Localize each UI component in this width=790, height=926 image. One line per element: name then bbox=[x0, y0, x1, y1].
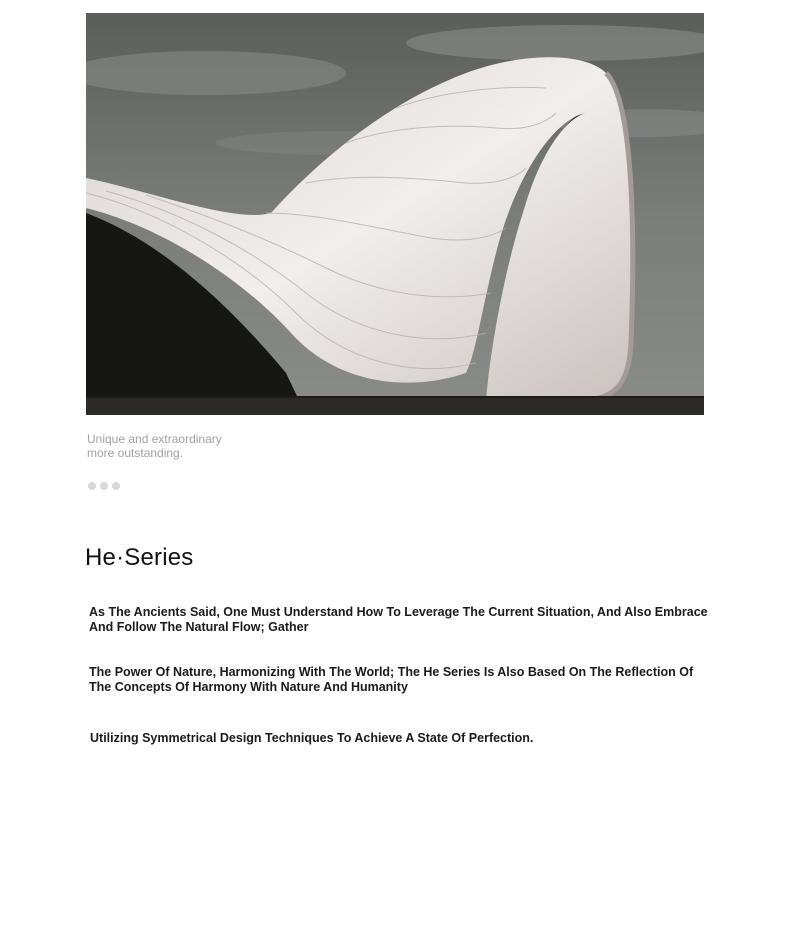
series-paragraph-2: The Power Of Nature, Harmonizing With The World; The He Series Is Also Based On The Reflection Of The Concepts Of Harmony With Nature And Humanity bbox=[89, 665, 694, 694]
hero-caption bbox=[87, 432, 287, 460]
building-photo bbox=[86, 13, 704, 415]
carousel-dot[interactable] bbox=[100, 482, 108, 490]
series-paragraph-3: Utilizing Symmetrical Design Techniques To Achieve A State Of Perfection. bbox=[90, 731, 534, 745]
caption-line-1: Unique and extraordinary bbox=[87, 432, 222, 446]
hero-image bbox=[86, 13, 704, 415]
carousel-dots bbox=[88, 482, 120, 490]
series-paragraph-1: As The Ancients Said, One Must Understand How To Leverage The Current Situation, And Also Embrace And Follow The Natural Flow; Gather bbox=[89, 605, 708, 634]
series-title: He·Series bbox=[85, 544, 194, 571]
carousel-dot[interactable] bbox=[88, 482, 96, 490]
caption-line-2: more outstanding. bbox=[87, 446, 184, 460]
carousel-dot[interactable] bbox=[112, 482, 120, 490]
